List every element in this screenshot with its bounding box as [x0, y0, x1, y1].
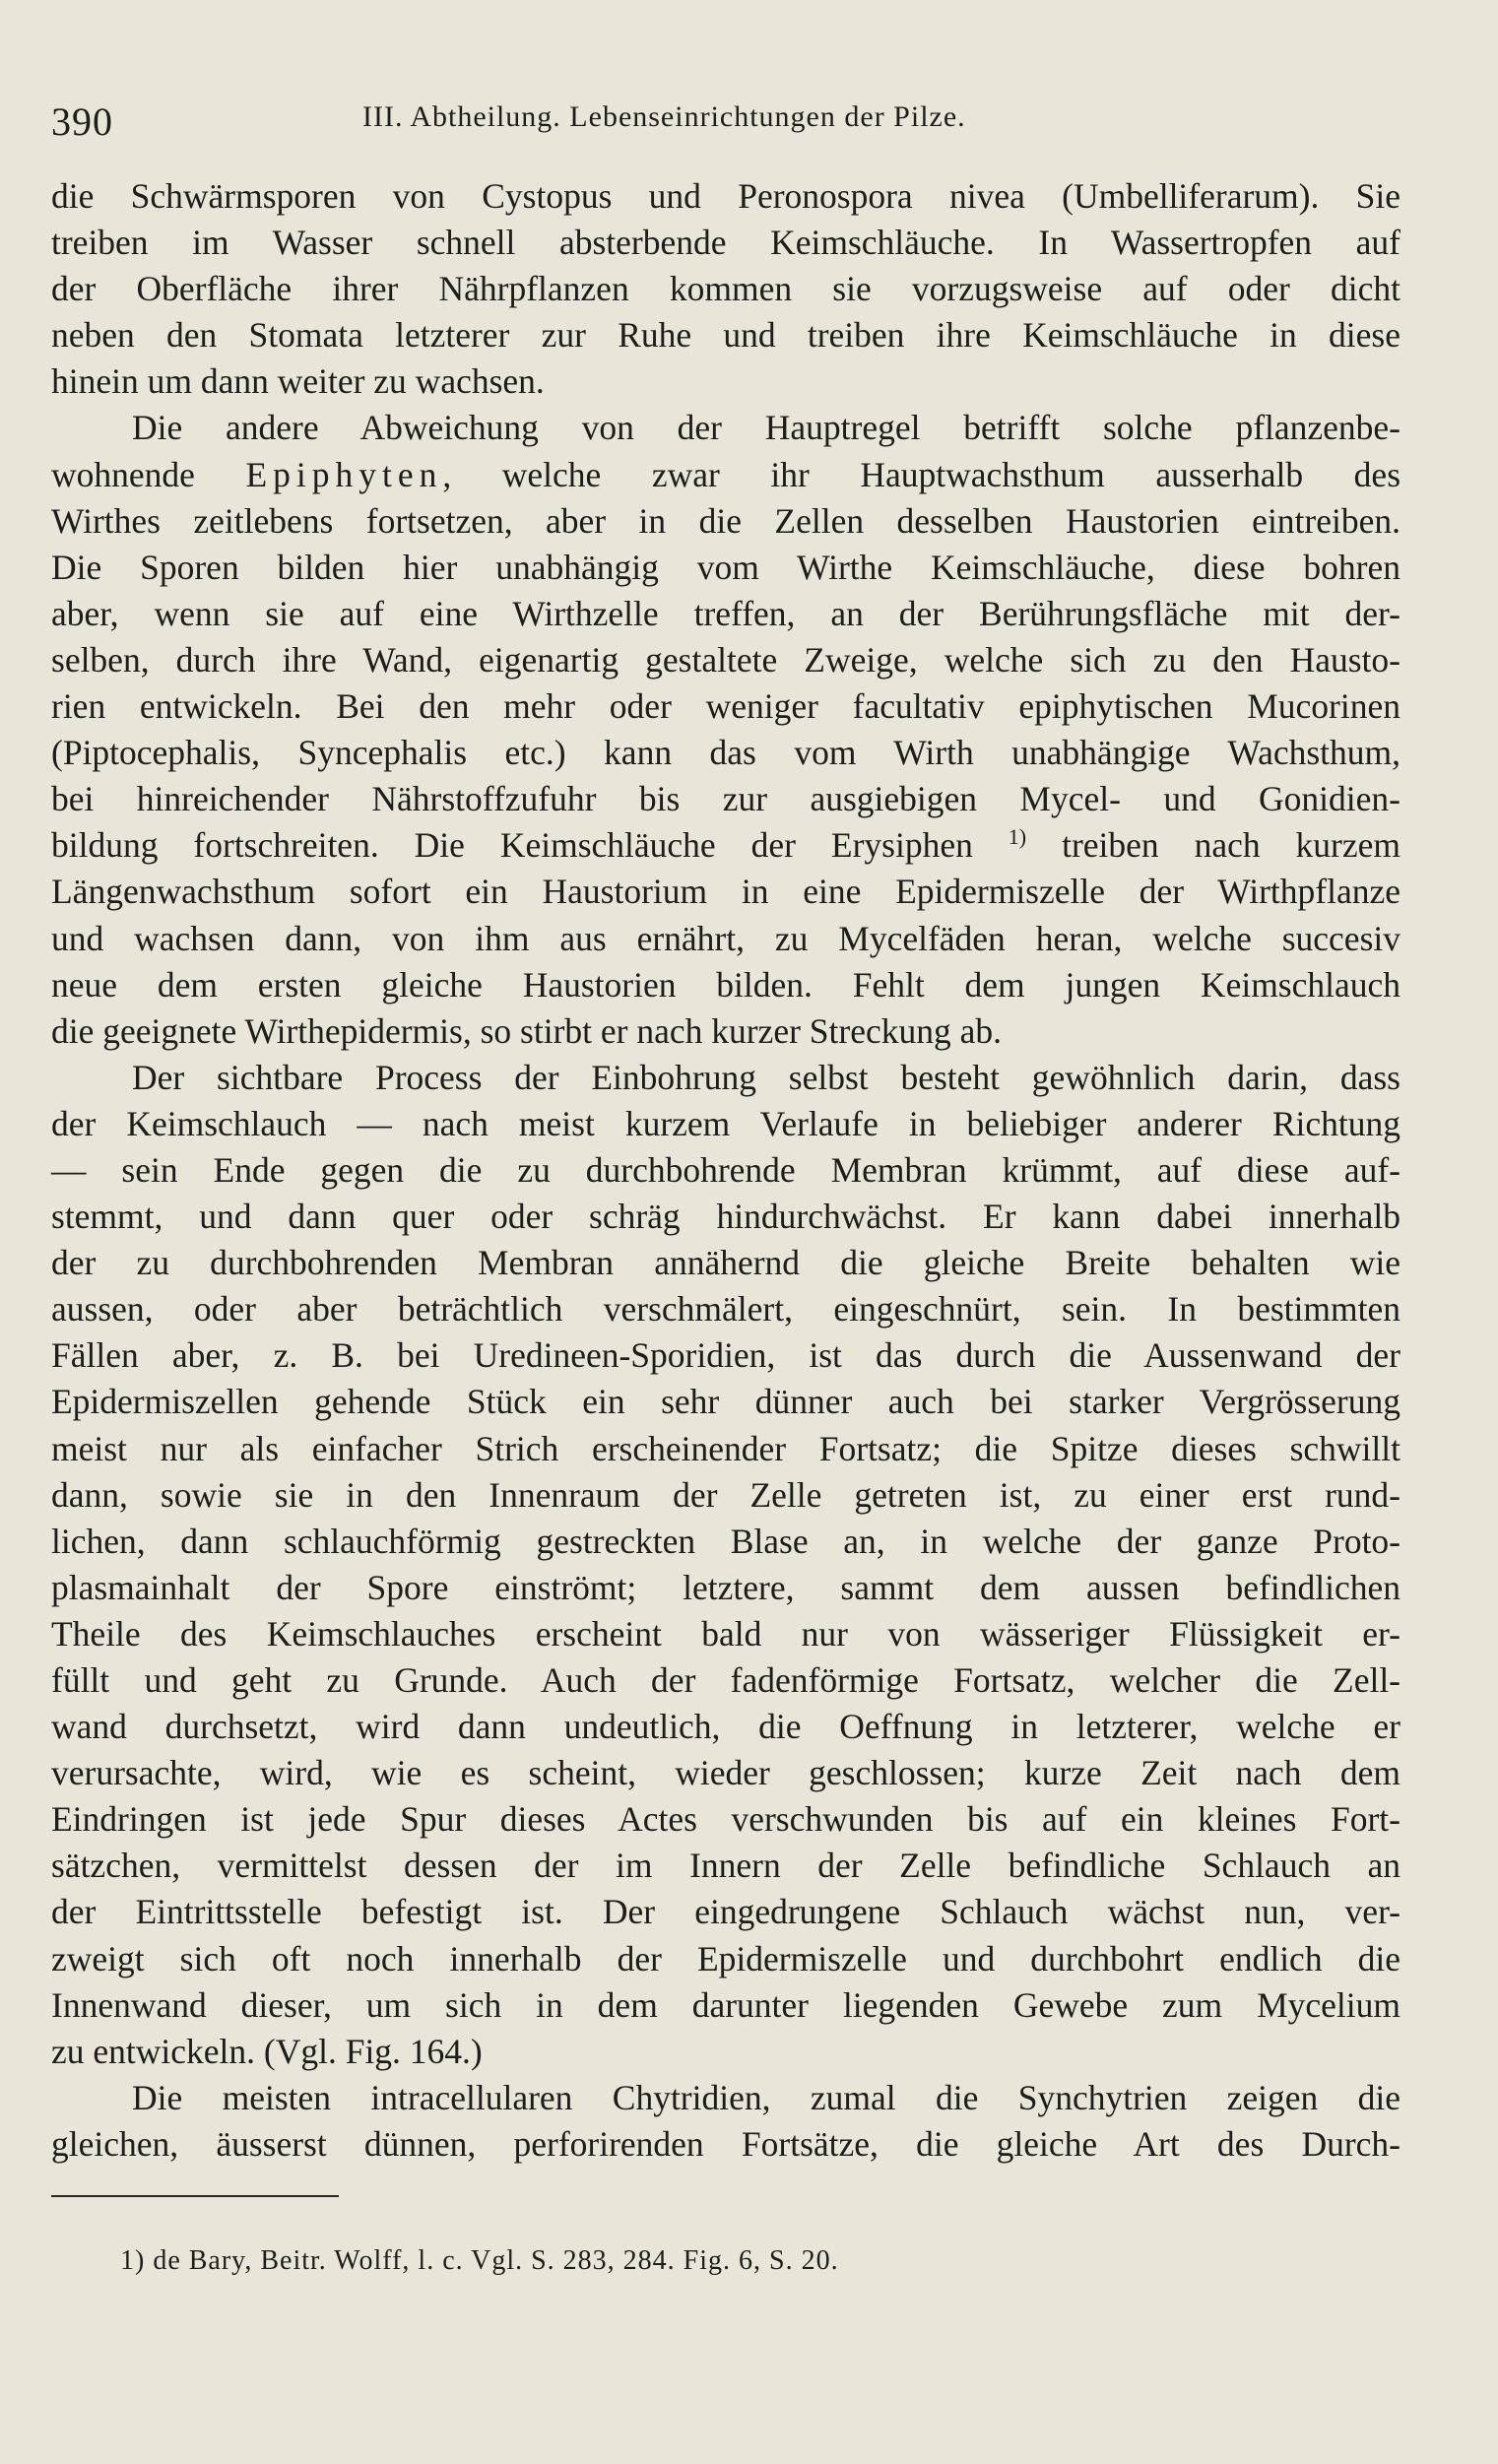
text-line: zu entwickeln. (Vgl. Fig. 164.) [51, 2031, 483, 2071]
text-line: sätzchen, vermittelst dessen der im Innern der Zelle befindliche Schlauch an [51, 1846, 1400, 1886]
text-fragment: treiben nach kurzem [1026, 825, 1400, 866]
text-line: bei hinreichender Nährstoffzufuhr bis zur ausgiebigen Mycel- und Gonidien- [51, 779, 1400, 819]
footnote-reference: 1) [1008, 824, 1027, 850]
text-line: Eindringen ist jede Spur dieses Actes verschwunden bis auf ein kleines Fort- [51, 1799, 1400, 1840]
text-line: der zu durchbohrenden Membran annähernd die gleiche Breite behalten wie [51, 1243, 1400, 1283]
text-line-with-spaced-term [51, 452, 1400, 498]
text-line: die Schwärmsporen von Cystopus und Peronospora nivea (Umbelliferarum). Sie [51, 176, 1400, 216]
text-line: Die Sporen bilden hier unabhängig vom Wirthe Keimschläuche, diese bohren [51, 547, 1400, 587]
text-line: Längenwachsthum sofort ein Haustorium in eine Epidermiszelle der Wirthpflanze [51, 872, 1400, 912]
text-line: plasmainhalt der Spore einströmt; letztere, sammt dem aussen befindlichen [51, 1567, 1400, 1607]
text-line: meist nur als einfacher Strich erscheinender Fortsatz; die Spitze dieses schwillt [51, 1428, 1400, 1468]
paragraph-start-line: Die andere Abweichung von der Hauptregel betrifft solche pflanzenbe- [132, 408, 1400, 448]
text-line: Epidermiszellen gehende Stück ein sehr dünner auch bei starker Vergrösserung [51, 1382, 1400, 1422]
text-line: Fällen aber, z. B. bei Uredineen-Sporidien, ist das durch die Aussenwand der [51, 1335, 1400, 1376]
text-line: Theile des Keimschlauches erscheint bald nur von wässeriger Flüssigkeit er- [51, 1613, 1400, 1653]
text-line: der Eintrittsstelle befestigt ist. Der eingedrungene Schlauch wächst nun, ver- [51, 1892, 1400, 1932]
text-line: hinein um dann weiter zu wachsen. [51, 361, 545, 402]
text-line: selben, durch ihre Wand, eigenartig gestaltete Zweige, welche sich zu den Hausto- [51, 639, 1400, 680]
text-line: lichen, dann schlauchförmig gestreckten Blase an, in welche der ganze Proto- [51, 1521, 1400, 1561]
text-line: der Oberfläche ihrer Nährpflanzen kommen sie vorzugsweise auf oder dicht [51, 269, 1400, 309]
text-line: gleichen, äusserst dünnen, perforirenden Fortsätze, die gleiche Art des Durch- [51, 2123, 1400, 2164]
text-line: aber, wenn sie auf eine Wirthzelle treffen, an der Berührungsfläche mit der- [51, 593, 1400, 633]
text-line: neben den Stomata letzterer zur Ruhe und treiben ihre Keimschläuche in diese [51, 315, 1400, 356]
text-line: die geeignete Wirthepidermis, so stirbt er nach kurzer Streckung ab. [51, 1010, 1002, 1051]
paragraph-start-line: Der sichtbare Process der Einbohrung selbst besteht gewöhnlich darin, dass [132, 1057, 1400, 1097]
footnote-text: de Bary, Beitr. Wolff, l. c. Vgl. S. 283, 284. Fig. 6, S. 20. [153, 2245, 839, 2276]
text-line: und wachsen dann, von ihm aus ernährt, zu Mycelfäden heran, welche succesiv [51, 918, 1400, 958]
text-line: — sein Ende gegen die zu durchbohrende Membran krümmt, auf diese auf- [51, 1149, 1400, 1190]
page-number: 390 [51, 99, 113, 144]
text-line: Innenwand dieser, um sich in dem darunter liegenden Gewebe zum Mycelium [51, 1984, 1400, 2025]
text-line: rien entwickeln. Bei den mehr oder weniger facultativ epiphytischen Mucorinen [51, 686, 1400, 727]
text-line-with-footnote-ref [51, 822, 1400, 869]
text-line: stemmt, und dann quer oder schräg hindurchwächst. Er kann dabei innerhalb [51, 1197, 1400, 1237]
text-line: der Keimschlauch — nach meist kurzem Verlaufe in beliebiger anderer Richtung [51, 1103, 1400, 1143]
body-text [51, 173, 1400, 2168]
text-fragment: wohnende [51, 454, 246, 494]
text-line: zweigt sich oft noch innerhalb der Epidermiszelle und durchbohrt endlich die [51, 1938, 1400, 1978]
text-line: dann, sowie sie in den Innenraum der Zelle getreten ist, zu einer erst rund- [51, 1474, 1400, 1515]
paragraph-start-line: Die meisten intracellularen Chytridien, zumal die Synchytrien zeigen die [132, 2077, 1400, 2117]
text-line: wand durchsetzt, wird dann undeutlich, die Oeffnung in letzterer, welche er [51, 1707, 1400, 1747]
text-line: verursachte, wird, wie es scheint, wieder geschlossen; kurze Zeit nach dem [51, 1753, 1400, 1793]
text-fragment: , welche zwar ihr Hauptwachsthum ausserhalb des [442, 454, 1401, 494]
spaced-term: Epiphyten [245, 454, 443, 494]
text-line: neue dem ersten gleiche Haustorien bilden. Fehlt dem jungen Keimschlauch [51, 964, 1400, 1005]
text-line: aussen, oder aber beträchtlich verschmälert, eingeschnürt, sein. In bestimmten [51, 1289, 1400, 1329]
text-fragment: bildung fortschreiten. Die Keimschläuche der Erysiphen [51, 825, 1009, 866]
text-line: Wirthes zeitlebens fortsetzen, aber in die Zellen desselben Haustorien eintreiben. [51, 500, 1400, 541]
running-head: III. Abtheilung. Lebenseinrichtungen der Pilze. [362, 100, 966, 133]
footnote-marker: 1) [120, 2245, 146, 2276]
text-line: treiben im Wasser schnell absterbende Keimschläuche. In Wassertropfen auf [51, 223, 1400, 263]
text-line: (Piptocephalis, Syncephalis etc.) kann das vom Wirth unabhängige Wachsthum, [51, 733, 1400, 773]
text-line: füllt und geht zu Grunde. Auch der fadenförmige Fortsatz, welcher die Zell- [51, 1660, 1400, 1700]
page-header [51, 98, 1410, 148]
footnote [120, 2245, 839, 2277]
footnote-divider [51, 2195, 339, 2197]
